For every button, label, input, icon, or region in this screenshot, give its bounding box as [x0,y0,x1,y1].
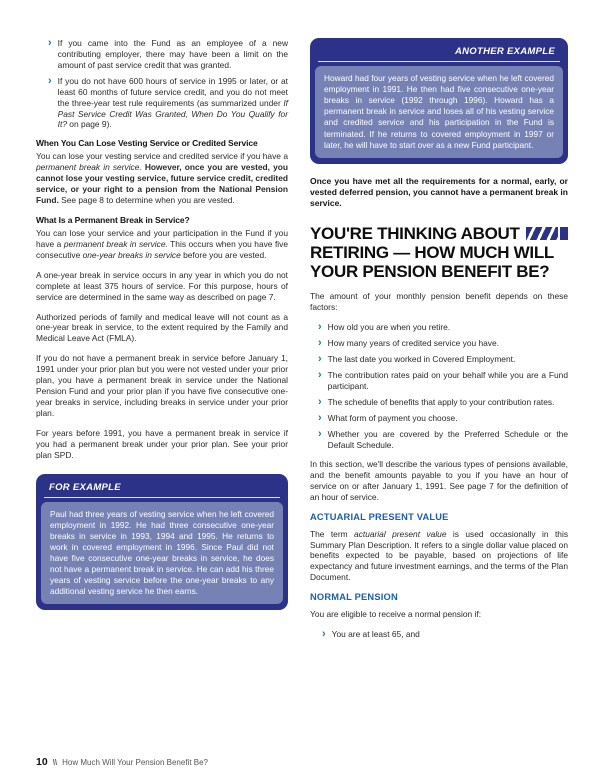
paragraph: A one-year break in service occurs in any year in which you do not complete at least 375 hours of service. For this purpose, hours of service are determined in the same way as described on page 7. [36,269,288,302]
diagonal-stripes-ornament [526,227,568,240]
factors-bullet-list [310,322,568,451]
callout-body: Howard had four years of vesting service when he left covered employment in 1991. He then had five consecutive one-year breaks in service (1992 through 1996). Howard has a permanent break in service and loses all of his vesting service and credited service and his participation in the Fund is terminated. If he returns to covered employment in 1997 or later, he will have to start over as a new Fund participant. [315,66,563,158]
intro-paragraph: The amount of your monthly pension benefit depends on these factors: [310,291,568,313]
list-item [318,397,568,408]
page-title [310,224,568,281]
bullet-text: How many years of credited service you have. [327,338,499,349]
paragraph: You can lose your service and your participation in the Fund if you have a permanent break in service. This occurs when you have five consecutive one-year breaks in service before you are vested. [36,227,288,260]
list-item [318,413,568,424]
list-item [48,38,288,71]
bold-note: Once you have met all the requirements for a normal, early, or vested deferred pension, you cannot have a permanent break in service. [310,175,568,209]
bullet-text: Whether you are covered by the Preferred Schedule or the Default Schedule. [327,429,568,451]
section-heading-lose-service: When You Can Lose Vesting Service or Credited Service [36,138,258,149]
section-paragraph: In this section, we'll describe the various types of pensions available, and the benefit amounts payable to you if you have an hour of service on or after January 1, 1991. See page 7 for the definition of an hour of service. [310,458,568,502]
list-item [318,322,568,333]
for-example-callout [36,474,288,611]
bullet-text: The last date you worked in Covered Employment. [327,354,516,365]
stripes-icon [526,227,558,240]
list-item [318,370,568,392]
paragraph: You can lose your vesting service and credited service if you have a permanent break in service. However, once you are vested, you cannot lose your vesting service, future service credit, credited service, or your right to a pension from the National Pension Fund. See page 8 to determine when you are vested. [36,151,288,206]
left-column [36,38,288,648]
paragraph: You are eligible to receive a normal pension if: [310,609,482,620]
chevron-bullet-icon: › [48,37,52,49]
page-title-line2: RETIRING — HOW MUCH WILL [310,243,554,263]
bullet-text: If you do not have 600 hours of service in 1995 or later, or at least 60 months of future service credit, and you do not meet the three-year test rule requirements (as summarized under If Past Service Credit Was Granted, When Do You Qualify for It? on page 9). [57,75,288,130]
list-item [318,338,568,349]
intro-bullet-list [36,38,288,130]
chevron-bullet-icon: › [322,628,326,641]
list-item [318,354,568,365]
section-heading-permanent-break: What Is a Permanent Break in Service? [36,214,190,225]
chevron-bullet-icon: › [318,428,322,441]
callout-label: FOR EXAMPLE [49,481,121,493]
page-number: 10 [36,756,48,768]
footer-title: How Much Will Your Pension Benefit Be? [62,758,208,767]
paragraph: For years before 1991, you have a permanent break in service if you had a permanent break under your prior plan. See your prior plan SPD. [36,427,288,460]
another-example-callout [310,38,568,164]
paragraph: The term actuarial present value is used occasionally in this Summary Plan Description. It refers to a single dollar value placed on benefits expected to be payable, based on projections of life expectancy and future investment earnings, and the terms of the Plan Document. [310,528,569,583]
subheading-actuarial-present-value: ACTUARIAL PRESENT VALUE [310,511,449,522]
bullet-text: If you came into the Fund as an employee of a new contributing employer, there may have been a limit on the amount of past service credit that was granted. [57,38,288,70]
page-title-line3: YOUR PENSION BENEFIT BE? [310,262,550,282]
bullet-text: How old you are when you retire. [327,322,451,333]
callout-label: ANOTHER EXAMPLE [454,46,555,57]
bullet-text: The schedule of benefits that apply to your contribution rates. [327,397,555,408]
callout-divider [44,497,280,498]
list-item [322,629,568,640]
page-footer [36,756,208,768]
paragraph: If you do not have a permanent break in service before January 1, 1991 under your prior plan but you were not vested under your prior plan, you have a permanent break in service under the National Pension Fund and your prior plan if you have five consecutive one-year breaks in service, including breaks in service under your prior plan. [36,353,288,418]
chevron-bullet-icon: › [318,321,322,334]
chevron-bullet-icon: › [48,74,52,87]
chevron-bullet-icon: › [318,337,322,350]
list-item [48,76,288,131]
solid-bar-icon [560,227,568,240]
callout-divider [318,61,560,62]
chevron-bullet-icon: › [318,369,322,382]
bullet-text: The contribution rates paid on your behalf while you are a Fund participant. [327,370,568,392]
callout-body: Paul had three years of vesting service when he left covered employment in 1992. He had three consecutive one-year breaks in service in 1993, 1994 and 1995. He returns to work in covered employment in 1996. Since Paul did not have five consecutive one-year breaks in service, he does not have a permanent break in service. He can add his three years of vesting service before the one-year breaks to any additional vesting service he then earns. [41,502,283,605]
page-title-line1: YOU'RE THINKING ABOUT [310,224,520,244]
chevron-bullet-icon: › [318,353,322,366]
paragraph: Authorized periods of family and medical leave will not count as a one-year break in service, to the extent required by the Family and Medical Leave Act (FMLA). [36,311,288,344]
bullet-text: What form of payment you choose. [327,413,458,424]
right-column [310,38,568,648]
list-item [318,429,568,451]
chevron-bullet-icon: › [318,396,322,409]
bullet-text: You are at least 65, and [331,629,420,640]
subheading-normal-pension: NORMAL PENSION [310,592,398,603]
chevron-bullet-icon: › [318,412,322,425]
normal-pension-bullet-list [310,629,568,640]
footer-separator: \\ [52,758,58,767]
